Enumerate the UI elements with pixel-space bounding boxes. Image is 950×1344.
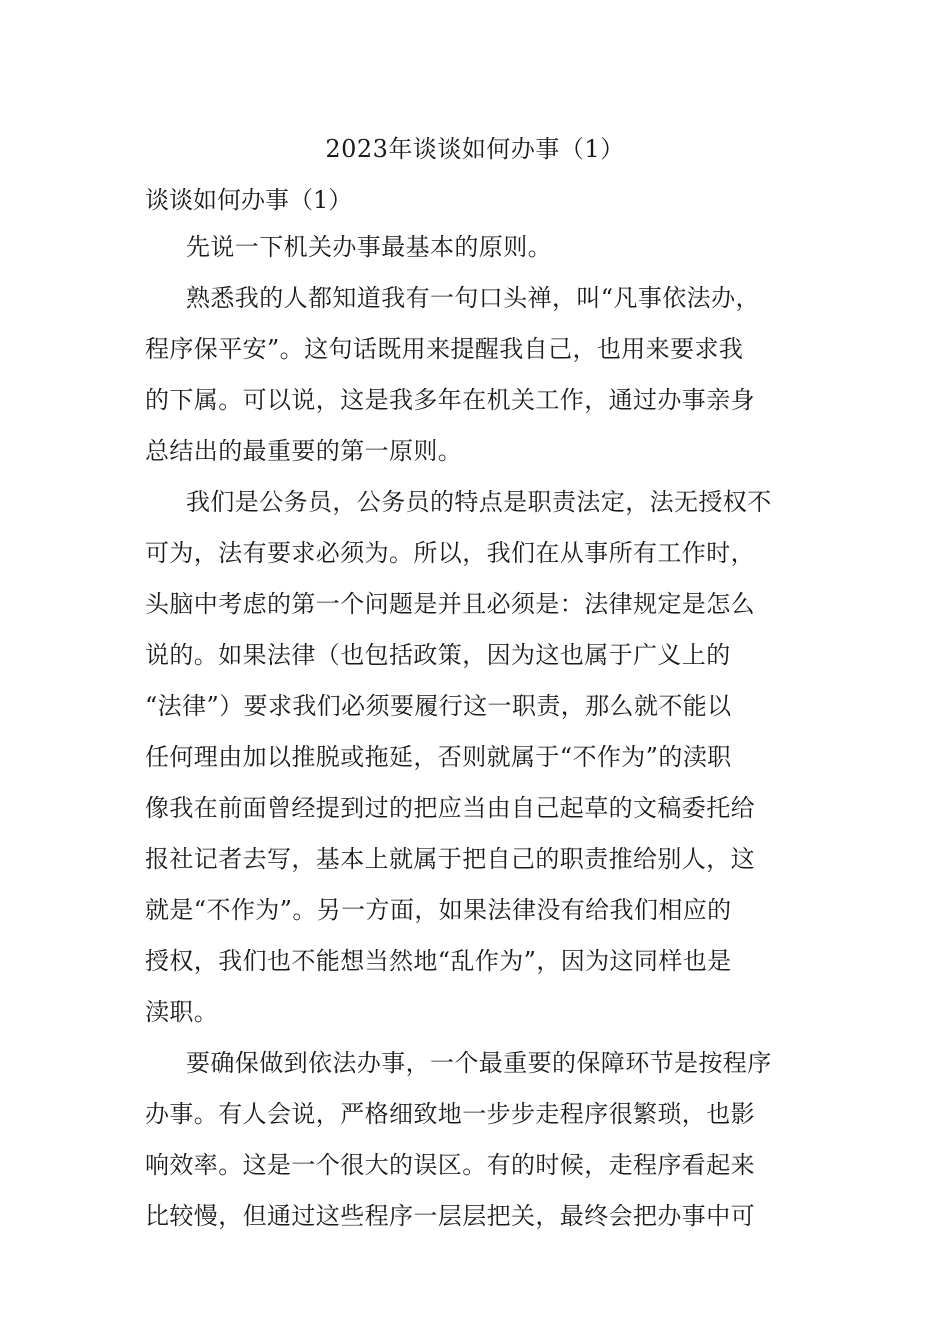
paragraph-line: 办事。有人会说，严格细致地一步步走程序很繁琐，也影 xyxy=(145,1100,755,1128)
paragraph-line: 比较慢，但通过这些程序一层层把关，最终会把办事中可 xyxy=(145,1202,755,1230)
paragraph-line: 要确保做到依法办事，一个最重要的保障环节是按程序 xyxy=(186,1049,772,1077)
paragraph-line: 先说一下机关办事最基本的原则。 xyxy=(186,233,552,261)
paragraph-line: 程序保平安”。这句话既用来提醒我自己，也用来要求我 xyxy=(145,335,744,363)
paragraph-line: 渎职。 xyxy=(145,998,219,1026)
paragraph-4 xyxy=(145,1038,810,1242)
paragraph-3 xyxy=(145,477,810,1038)
paragraph-line: 可为，法有要求必须为。所以，我们在从事所有工作时， xyxy=(145,539,755,567)
paragraph-line: “法律”）要求我们必须要履行这一职责，那么就不能以 xyxy=(145,692,732,720)
paragraph-1 xyxy=(145,222,810,273)
paragraph-line: 总结出的最重要的第一原则。 xyxy=(145,437,463,465)
paragraph-line: 任何理由加以推脱或拖延，否则就属于“不作为”的渎职 xyxy=(145,743,732,771)
paragraph-line: 授权，我们也不能想当然地“乱作为”，因为这同样也是 xyxy=(145,947,732,975)
document-body xyxy=(145,222,810,1242)
paragraph-line: 说的。如果法律（也包括政策，因为这也属于广义上的 xyxy=(145,641,731,669)
paragraph-line: 像我在前面曾经提到过的把应当由自己起草的文稿委托给 xyxy=(145,794,755,822)
paragraph-line: 就是“不作为”。另一方面，如果法律没有给我们相应的 xyxy=(145,896,732,924)
paragraph-line: 头脑中考虑的第一个问题是并且必须是：法律规定是怎么 xyxy=(145,590,755,618)
document-subtitle: 谈谈如何办事（1） xyxy=(145,186,353,214)
paragraph-line: 我们是公务员，公务员的特点是职责法定，法无授权不 xyxy=(186,488,772,516)
paragraph-line: 的下属。可以说，这是我多年在机关工作，通过办事亲身 xyxy=(145,386,755,414)
paragraph-line: 报社记者去写，基本上就属于把自己的职责推给别人，这 xyxy=(145,845,755,873)
paragraph-2 xyxy=(145,273,810,477)
paragraph-line: 响效率。这是一个很大的误区。有的时候，走程序看起来 xyxy=(145,1151,755,1179)
paragraph-line: 熟悉我的人都知道我有一句口头禅，叫“凡事依法办， xyxy=(186,284,760,312)
document-title: 2023年谈谈如何办事（1） xyxy=(325,135,625,163)
